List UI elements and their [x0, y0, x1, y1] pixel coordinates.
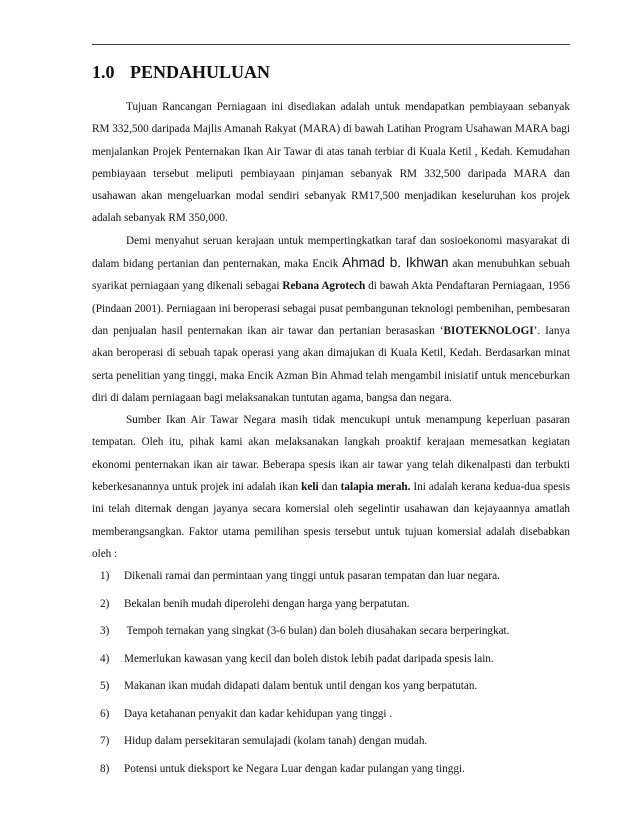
paragraph-species	[92, 409, 570, 565]
top-divider	[92, 44, 570, 45]
paragraph-company	[92, 230, 570, 409]
section-title: PENDAHULUAN	[130, 62, 271, 82]
list-item	[100, 707, 570, 722]
list-number: 7)	[100, 735, 110, 748]
species-talapia: talapia merah.	[340, 481, 411, 494]
list-number: 8)	[100, 762, 110, 775]
list-item	[100, 762, 570, 777]
list-text: Dikenali ramai dan permintaan yang tinggi untuk pasaran tempatan dan luar negara.	[124, 570, 500, 583]
list-text: Memerlukan kawasan yang kecil dan boleh distok lebih padat daripada spesis lain.	[124, 652, 494, 665]
section-heading	[92, 62, 270, 83]
document-body	[92, 96, 570, 789]
list-number: 3)	[100, 625, 110, 638]
reasons-list	[92, 569, 570, 777]
paragraph-text: Ini adalah kerana kedua-dua spesis ini telah diternak dengan jayanya secara komersial oleh segelintir usahawan dan kejayaannya amatlah memberangsangkan. Faktor utama pemilihan spesis tersebut untuk tujuan komersial adalah disebabkan oleh :	[92, 481, 571, 560]
list-number: 4)	[100, 652, 110, 665]
paragraph-text: Sumber Ikan Air Tawar Negara masih tidak mencukupi untuk menampung keperluan pasaran tempatan. Oleh itu, pihak kami akan melaksanakan langkah proaktif kerajaan memesatkan kegiatan ekonomi penternakan ikan air tawar. Beberapa spesis ikan air tawar yang telah dikenalpasti dan terbukti keberkesanannya untuk projek ini adalah ikan	[92, 414, 570, 494]
list-number: 6)	[100, 707, 110, 720]
list-text: Bekalan benih mudah diperolehi dengan harga yang berpatutan.	[124, 597, 410, 610]
paragraph-text: ’. Ianya akan beroperasi di sebuah tapak operasi yang akan dimajukan di Kuala Ketil, Kedah. Berdasarkan minat serta penelitian yang tinggi, maka Encik Azman Bin Ahmad telah mengambil inisiatif untuk menceburkan diri di dalam perniagaan bagi melaksanakan tuntutan agama, bangsa dan negara.	[92, 324, 570, 404]
company-name: Rebana Agrotech	[282, 280, 366, 293]
section-number: 1.0	[92, 62, 115, 82]
list-item	[100, 734, 570, 749]
list-item	[100, 597, 570, 612]
paragraph-text: Demi menyahut seruan kerajaan untuk mempertingkatkan taraf dan sosioekonomi masyarakat di dalam bidang pertanian dan penternakan, maka Encik	[92, 234, 570, 271]
paragraph-purpose: Tujuan Rancangan Perniagaan ini disediakan adalah untuk mendapatkan pembiayaan sebanyak RM 332,500 daripada Majlis Amanah Rakyat (MARA) di bawah Latihan Program Usahawan MARA bagi menjalankan Projek Penternakan Ikan Air Tawar di atas tanah terbiar di Kuala Ketil , Kedah. Kemudahan pembiayaan tersebut meliputi pembiayaan pinjaman sebanyak RM 332,500 daripada MARA dan usahawan akan mengeluarkan modal sendiri sebanyak RM17,500 menjadikan keseluruhan kos projek adalah sebanyak RM 350,000.	[92, 101, 570, 225]
list-number: 5)	[100, 680, 110, 693]
species-keli: keli	[301, 481, 319, 494]
list-text: Hidup dalam persekitaran semulajadi (kolam tanah) dengan mudah.	[124, 735, 428, 748]
founder-name: Ahmad b. Ikhwan	[342, 255, 449, 271]
paragraph-text: di bawah Akta Pendaftaran Perniagaan, 1956 (Pindaan 2001). Perniagaan ini beroperasi sebagai pusat pembangunan teknologi pembenihan, pembesaran dan penjualan hasil penternakan ikan air tawar dan pertanian berasaskan ‘	[92, 280, 570, 337]
bioteknologi-term: BIOTEKNOLOGI	[443, 324, 534, 337]
paragraph-text: akan menubuhkan sebuah syarikat perniagaan yang dikenali sebagai	[92, 258, 570, 293]
list-text: Potensi untuk dieksport ke Negara Luar dengan kadar pulangan yang tinggi.	[124, 762, 465, 775]
list-number: 2)	[100, 597, 110, 610]
list-text: Tempoh ternakan yang singkat (3-6 bulan) dan boleh diusahakan secara berperingkat.	[124, 625, 510, 638]
list-text: Makanan ikan mudah didapati dalam bentuk until dengan kos yang berpatutan.	[124, 680, 478, 693]
paragraph-text: dan	[318, 481, 341, 494]
list-item	[100, 679, 570, 694]
list-number: 1)	[100, 570, 110, 583]
list-text: Daya ketahanan penyakit dan kadar kehidupan yang tinggi .	[124, 707, 393, 720]
list-item	[100, 624, 570, 639]
list-item	[100, 652, 570, 667]
list-item	[100, 569, 570, 584]
